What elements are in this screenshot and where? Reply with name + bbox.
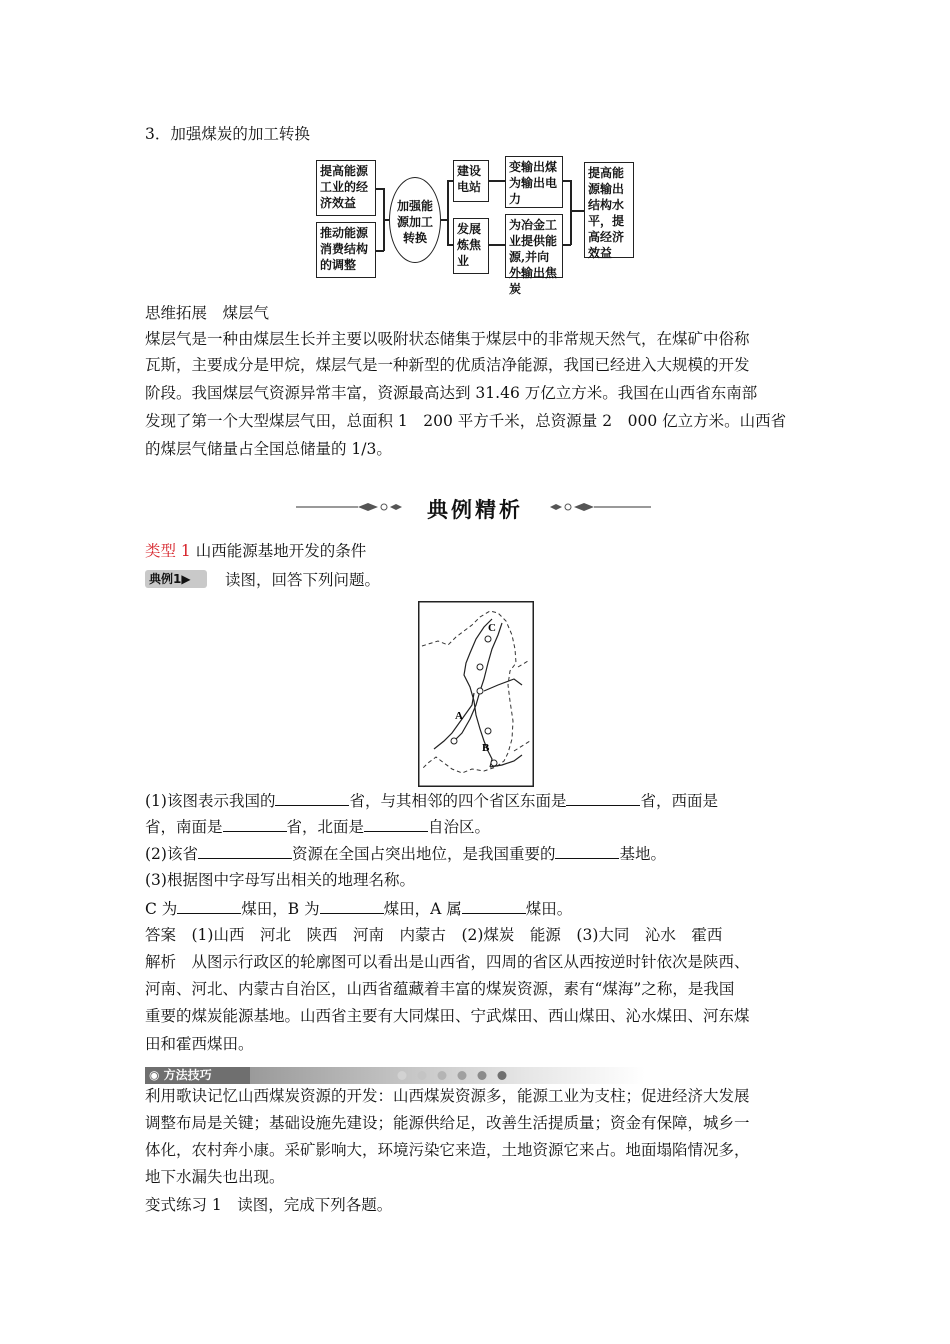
flow-box-result: 提高能源输出结构水平，提高经济效益: [584, 162, 634, 258]
q3-text: 煤田。: [525, 900, 573, 918]
expand-line: 的煤层气储量占全国总储量的 1/3。: [145, 440, 392, 458]
method-line: 体化，农村奔小康。采矿影响大，环境污染它来造，土地资源它来占。地面塌陷情况多，: [145, 1141, 750, 1159]
analysis-line: 河南、河北、内蒙古自治区，山西省蕴藏着丰富的煤炭资源，素有“煤海”之称，是我国: [145, 980, 735, 998]
answer-blank: [364, 813, 428, 832]
q3-text: C 为: [145, 900, 178, 918]
analysis-line: 重要的煤炭能源基地。山西省主要有大同煤田、宁武煤田、西山煤田、沁水煤田、河东煤: [145, 1007, 750, 1025]
question-1-line-1: [145, 787, 811, 814]
heading-3: 3．加强煤炭的加工转换: [145, 125, 310, 143]
flow-center-ellipse: 加强能源加工转换: [389, 177, 441, 263]
map-label-b: B: [482, 742, 490, 754]
q1-text: 省，南面是: [145, 818, 223, 836]
flow-arrow: [489, 180, 505, 182]
q3-text: 煤田，A 属: [383, 900, 462, 918]
exercise-line: 变式练习 1 读图，完成下列各题。: [145, 1196, 393, 1214]
method-tips-bar: [145, 1067, 645, 1084]
method-line: 调整布局是关键；基础设施先建设；能源供给足，改善生活提质量；资金有保障，城乡一: [145, 1114, 750, 1132]
q1-text: 省，与其相邻的四个省区东面是: [349, 792, 567, 810]
type1-label: 类型 1: [145, 542, 191, 560]
type1-heading: [145, 538, 811, 564]
answer-blank: [462, 895, 526, 914]
example-badge: 典例1▶: [145, 570, 207, 588]
answer-blank: [198, 840, 292, 859]
analysis-line: 解析 从图示行政区的轮廓图可以看出是山西省，四周的省区从西按逆时针依次是陕西、: [145, 953, 750, 971]
expand-line: 煤层气是一种由煤层生长并主要以吸附状态储集于煤层中的非常规天然气，在煤矿中俗称: [145, 330, 750, 348]
flow-arrow: [489, 244, 505, 246]
flow-box-coking: 发展炼焦业: [453, 218, 489, 274]
answer-blank: [223, 813, 287, 832]
flow-box-power-station: 建设电站: [453, 160, 489, 202]
section-title: 典例精析: [427, 498, 523, 522]
q1-text: 自治区。: [428, 818, 491, 836]
q1-text: (1)该图表示我国的: [145, 792, 276, 810]
expand-line: 阶段。我国煤层气资源异常丰富，资源最高达到 31.46 万亿立方米。我国在山西省东南部: [145, 384, 758, 402]
expand-line: 发现了第一个大型煤层气田，总面积 1 200 平方千米，总资源量 2 000 亿立方米。山西省: [145, 412, 787, 430]
flow-arrow: [570, 210, 584, 212]
q1-text: 省，西面是: [640, 792, 718, 810]
type1-text: 山西能源基地开发的条件: [195, 542, 367, 560]
expand-line: 瓦斯，主要成分是甲烷，煤层气是一种新型的优质洁净能源，我国已经进入大规模的开发: [145, 356, 750, 374]
method-tips-label: ◉ 方法技巧: [145, 1067, 250, 1084]
analysis-line: 田和霍西煤田。: [145, 1035, 254, 1053]
flow-box-output-electricity: 变输出煤为输出电力: [505, 156, 563, 208]
question-2: [145, 840, 811, 867]
shanxi-map: [418, 601, 534, 787]
q2-text: 基地。: [619, 845, 666, 863]
flow-connector: [570, 180, 572, 245]
flow-box-consumption-structure: 推动能源消费结构的调整: [316, 222, 376, 278]
question-1-line-2: [145, 813, 811, 840]
answer-blank: [320, 895, 384, 914]
answer-blank: [566, 787, 640, 806]
question-3-blanks: [145, 895, 811, 922]
answer-blank: [275, 787, 349, 806]
q2-text: 资源在全国占突出地位，是我国重要的: [291, 845, 556, 863]
question-3: (3)根据图中字母写出相关的地理名称。: [145, 871, 415, 889]
flow-box-output-coke: 为冶金工业提供能源,并向外输出焦炭: [505, 214, 563, 278]
map-label-c: C: [488, 622, 496, 634]
flow-connector: [447, 180, 449, 245]
q2-text: (2)该省: [145, 845, 198, 863]
example-prompt: 读图，回答下列问题。: [225, 571, 381, 589]
method-line: 利用歌诀记忆山西煤炭资源的开发：山西煤炭资源多，能源工业为支柱；促进经济大发展: [145, 1087, 750, 1105]
answer-line: 答案 (1)山西 河北 陕西 河南 内蒙古 (2)煤炭 能源 (3)大同 沁水 霍西: [145, 926, 723, 944]
map-label-a: A: [455, 710, 463, 722]
q1-text: 省，北面是: [286, 818, 365, 836]
method-bar-decoration: [250, 1067, 645, 1084]
q3-text: 煤田，B 为: [241, 900, 320, 918]
expand-title: 思维拓展 煤层气: [145, 304, 270, 322]
answer-blank: [177, 895, 241, 914]
flow-box-economic-benefit: 提高能源工业的经济效益: [316, 160, 376, 216]
answer-blank: [555, 840, 619, 859]
method-line: 地下水漏失也出现。: [145, 1168, 285, 1186]
